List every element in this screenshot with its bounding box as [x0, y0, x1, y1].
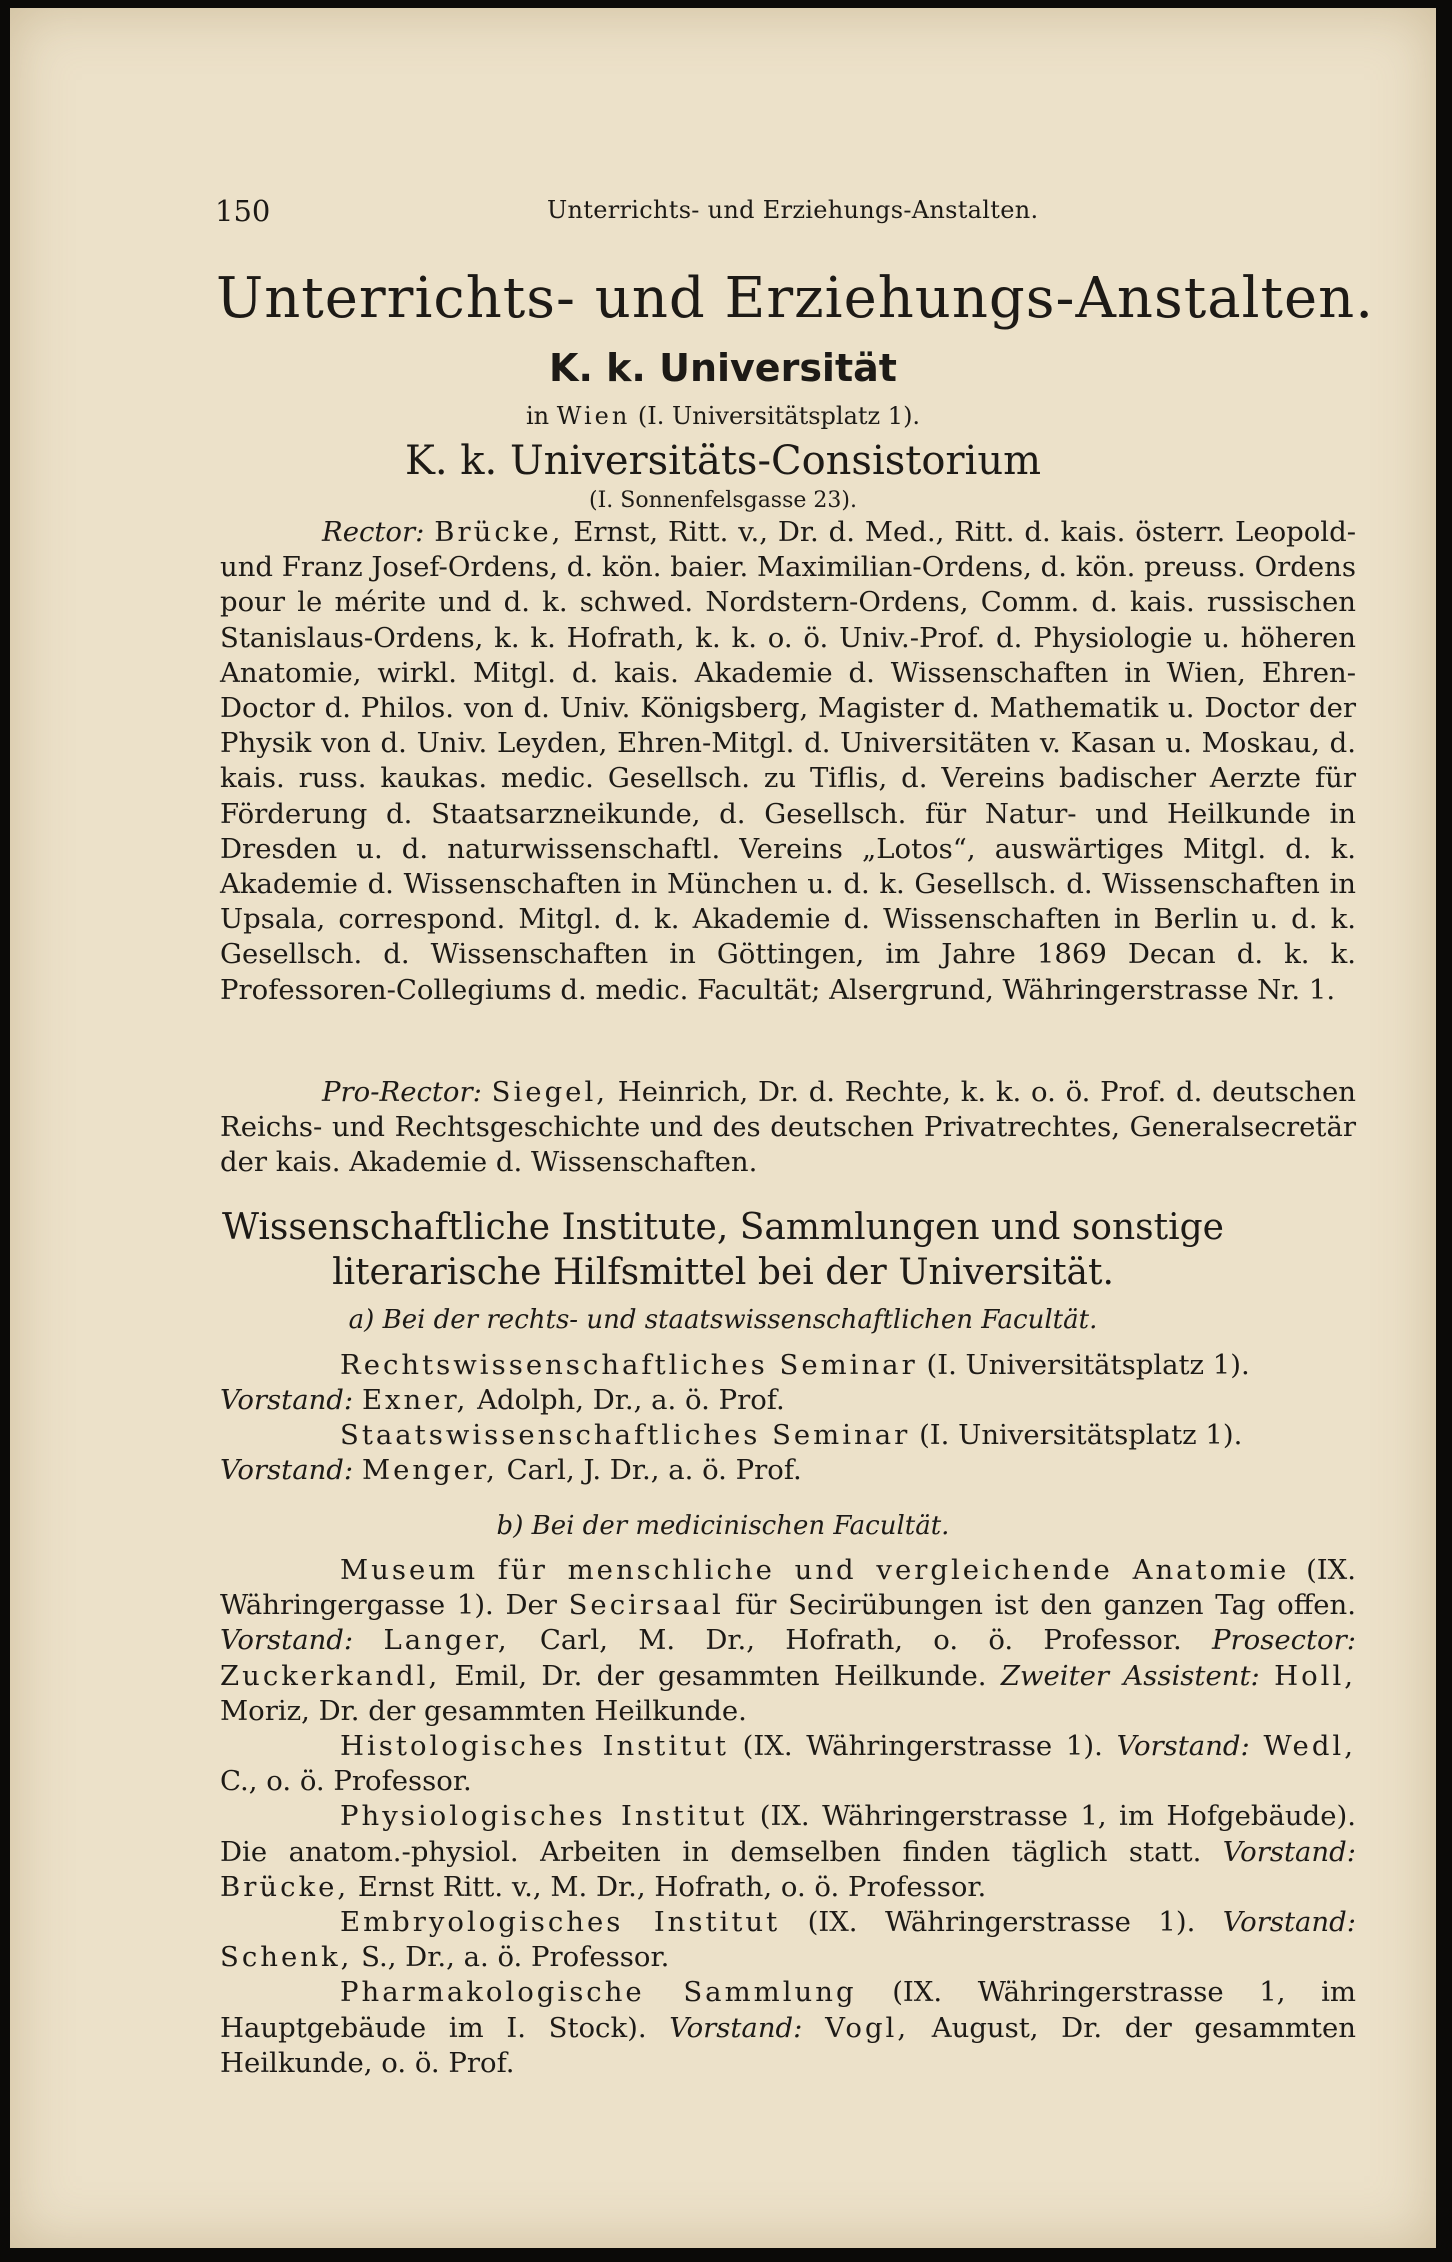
institutes-heading: Wissenschaftliche Institute, Sammlungen und sonstige literarische Hilfsmittel bei der Universität. — [222, 1207, 1224, 1293]
chapter-title: Unterrichts- und Erziehungs-Anstalten. — [216, 266, 1374, 331]
consistorium-name: K. k. Universitäts-Consistorium — [404, 438, 1042, 484]
section-b-entries: Museum für menschliche und vergleichende Anatomie (IX. Währingergasse 1). Der Secirsaal für Secirübungen ist den ganzen Tag offen. Vorstand: Langer, Carl, M. Dr., Hofrath, o. ö. Professor. Prosector: Zuckerkandl, Emil, Dr. der gesammten Heilkunde. Zweiter Assistent: Holl, Moriz, Dr. der gesammten Heilkunde. Histologisches Institut (IX. Währingerstrasse 1). Vorstand: Wedl, C., o. ö. Professor. Physiologisches Institut (IX. Währingerstrasse 1, im Hofgebäude). Die anatom.-physiol. Arbeiten in demselben finden täglich statt. Vorstand: Brücke, Ernst Ritt. v., M. Dr., Hofrath, o. ö. Professor. Embryologisches Institut (IX. Währingerstrasse 1). Vorstand: Schenk, S., Dr., a. ö. Professor. Pharmakologische Sammlung (IX. Währingerstrasse 1, im Hauptgebäude im I. Stock). Vorstand: Vogl, August, Dr. der gesammten Heilkunde, o. ö. Prof. — [220, 1554, 1357, 2079]
rector-label: Rector: — [322, 516, 425, 548]
rector-name: Brücke, — [434, 516, 564, 548]
prorector-paragraph — [220, 1075, 1356, 1181]
prorector-text: Heinrich, Dr. d. Rechte, k. k. o. ö. Prof. d. deutschen Reichs- und Rechtsgeschichte und des deutschen Privatrechtes, Generalsecretär der kais. Akademie d. Wissenschaften. — [220, 1076, 1356, 1179]
rector-text: Ernst, Ritt. v., Dr. d. Med., Ritt. d. kais. österr. Leopold- und Franz Josef-Ordens, d. kön. baier. Maximilian-Ordens, d. kön. preuss. Ordens pour le mérite und d. k. schwed. Nordstern-Ordens, Comm. d. kais. russischen Stanislaus-Ordens, k. k. Hofrath, k. k. o. ö. Univ.-Prof. d. Physiologie u. höheren Anatomie, wirkl. Mitgl. d. kais. Akademie d. Wissenschaften in Wien, Ehren-Doctor d. Philos. von d. Univ. Königsberg, Magister d. Mathematik u. Doctor der Physik von d. Univ. Leyden, Ehren-Mitgl. d. Universitäten v. Kasan u. Moskau, d. kais. russ. kaukas. medic. Gesellsch. zu Tiflis, d. Vereins badischer Aerzte für Förderung d. Staatsarzneikunde, d. Gesellsch. für Natur- und Heilkunde in Dresden u. d. naturwissenschaftl. Vereins „Lotos“, auswärtiges Mitgl. d. k. Akademie d. Wissenschaften in München u. d. k. Gesellsch. d. Wissenschaften in Upsala, correspond. Mitgl. d. k. Akademie d. Wissenschaften in Berlin u. d. k. Gesellsch. d. Wissenschaften in Göttingen, im Jahre 1869 Decan d. k. k. Professoren-Collegiums d. medic. Facultät; Alsergrund, Währingerstrasse Nr. 1. — [220, 516, 1357, 1006]
running-title: Unterrichts- und Erziehungs-Anstalten. — [547, 196, 1039, 224]
university-location: in Wien (I. Universitätsplatz 1). — [525, 402, 921, 430]
section-b-title: b) Bei der medicinischen Facultät. — [496, 1511, 950, 1541]
list-item: Rechtswissenschaftliches Seminar (I. Universitätsplatz 1). Vorstand: Exner, Adolph, Dr., a. ö. Prof. — [220, 1349, 1250, 1417]
consistorium-address: (I. Sonnenfelsgasse 23). — [589, 488, 857, 513]
prorector-label: Pro-Rector: — [322, 1076, 482, 1108]
page-number: 150 — [215, 194, 271, 228]
list-item: Staatswissenschaftliches Seminar (I. Universitätsplatz 1). Vorstand: Menger, Carl, J. Dr., a. ö. Prof. — [220, 1419, 1243, 1487]
university-name: K. k. Universität — [549, 346, 897, 390]
prorector-name: Siegel, — [491, 1076, 608, 1108]
book-page — [10, 8, 1436, 2248]
section-a-title: a) Bei der rechts- und staatswissenschaftlichen Facultät. — [348, 1305, 1098, 1335]
rector-paragraph — [220, 515, 1356, 1008]
